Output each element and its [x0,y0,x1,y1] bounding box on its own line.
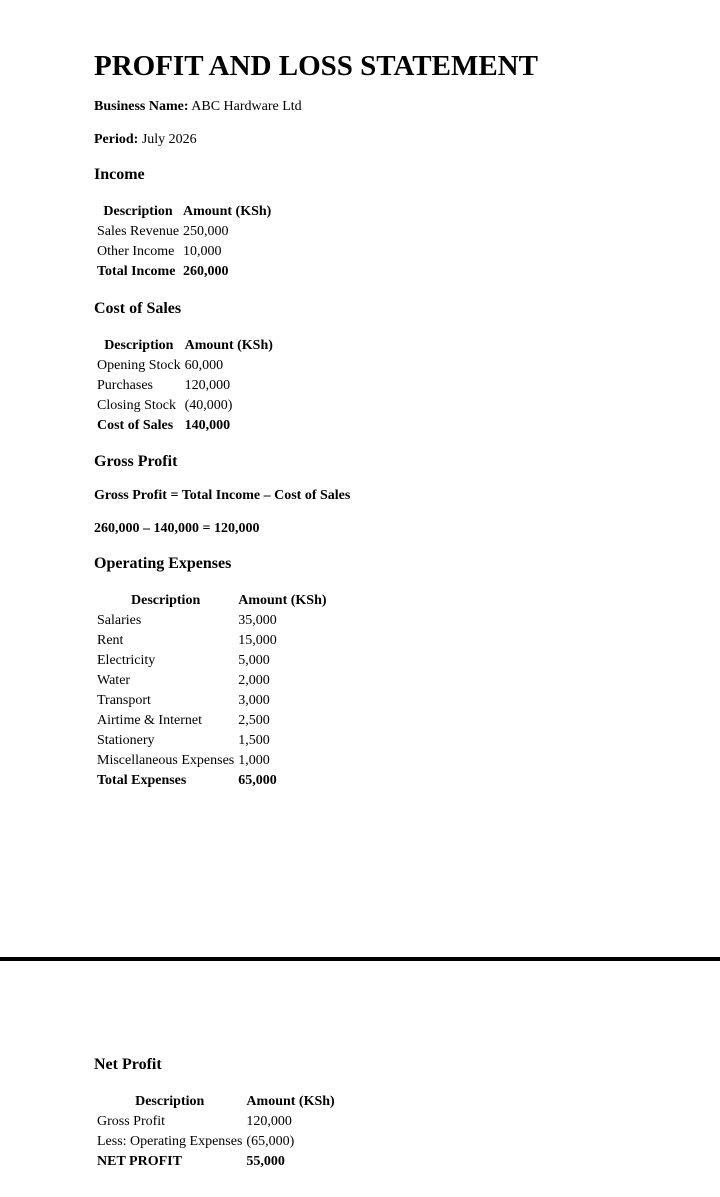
cell-amount: 10,000 [183,244,222,259]
table-row [95,396,275,416]
cell-description: Stationery [97,733,155,748]
cell-description: Opening Stock [97,358,181,373]
total-row [95,1152,337,1172]
column-header: Amount (KSh) [246,1094,335,1109]
cell-amount: 2,000 [238,673,270,688]
total-row [95,416,275,436]
cell-description: Transport [97,693,151,708]
table-row [95,222,273,242]
column-header: Amount (KSh) [184,338,273,353]
column-header: Description [131,593,201,608]
document-title: PROFIT AND LOSS STATEMENT [94,50,538,82]
cell-amount: 5,000 [238,653,270,668]
table-row [95,1132,337,1152]
table-row [95,242,273,262]
table-row [95,691,329,711]
income-table [95,202,273,282]
income-heading: Income [94,166,145,183]
business-name-line [94,99,302,115]
cell-description: Gross Profit [97,1114,166,1129]
gross-profit-heading: Gross Profit [94,453,178,470]
cell-amount: 140,000 [184,418,231,433]
table-row [95,1112,337,1132]
operating-expenses-table [95,591,329,791]
table-row [95,651,329,671]
cell-amount: 1,500 [238,733,270,748]
total-row [95,262,273,282]
cell-description: Water [97,673,131,688]
table-header-row [95,202,273,222]
table-header-row [95,591,329,611]
gross-profit-calculation: 260,000 – 140,000 = 120,000 [94,521,260,536]
net-profit-table [95,1092,337,1172]
column-header: Description [135,1094,205,1109]
cell-description: Sales Revenue [97,224,180,239]
cell-description: Total Expenses [97,773,187,788]
table-row [95,751,329,771]
cell-description: Total Income [97,264,176,279]
cost-of-sales-heading: Cost of Sales [94,300,182,317]
operating-expenses-heading: Operating Expenses [94,555,232,572]
table-header-row [95,1092,337,1112]
cell-description: Electricity [97,653,156,668]
period-value: July 2026 [141,132,197,147]
gross-profit-formula: Gross Profit = Total Income – Cost of Sales [94,488,351,503]
cell-amount: 260,000 [183,264,229,279]
table-header-row [95,336,275,356]
cell-description: Closing Stock [97,398,176,413]
table-row [95,631,329,651]
column-header: Description [103,204,173,219]
cell-description: Airtime & Internet [97,713,202,728]
table-row [95,711,329,731]
business-name-label: Business Name: [94,99,189,114]
page-break-divider [0,957,720,961]
cell-amount: 120,000 [184,378,231,393]
cell-description: Less: Operating Expenses [97,1134,243,1149]
cost-of-sales-table [95,336,275,436]
cell-amount: 60,000 [184,358,224,373]
cell-amount: 3,000 [238,693,270,708]
cell-description: Salaries [97,613,142,628]
cell-amount: 65,000 [238,773,277,788]
cell-amount: 120,000 [246,1114,292,1129]
table-row [95,731,329,751]
cell-description: NET PROFIT [97,1154,182,1169]
cell-description: Cost of Sales [97,418,174,433]
cell-amount: 250,000 [183,224,229,239]
cell-description: Purchases [97,378,153,393]
total-row [95,771,329,791]
period-label: Period: [94,132,139,147]
cell-description: Miscellaneous Expenses [97,753,235,768]
column-header: Description [104,338,174,353]
cell-description: Other Income [97,244,175,259]
cell-amount: 2,500 [238,713,270,728]
period-line [94,132,197,148]
cell-amount: (65,000) [246,1134,295,1149]
cell-amount: 15,000 [238,633,277,648]
table-row [95,611,329,631]
table-row [95,671,329,691]
net-profit-heading: Net Profit [94,1056,162,1073]
cell-amount: 35,000 [238,613,277,628]
cell-description: Rent [97,633,124,648]
cell-amount: (40,000) [184,398,233,413]
cell-amount: 1,000 [238,753,270,768]
table-row [95,356,275,376]
column-header: Amount (KSh) [238,593,327,608]
cell-amount: 55,000 [246,1154,285,1169]
column-header: Amount (KSh) [183,204,272,219]
table-row [95,376,275,396]
business-name-value: ABC Hardware Ltd [191,99,302,114]
